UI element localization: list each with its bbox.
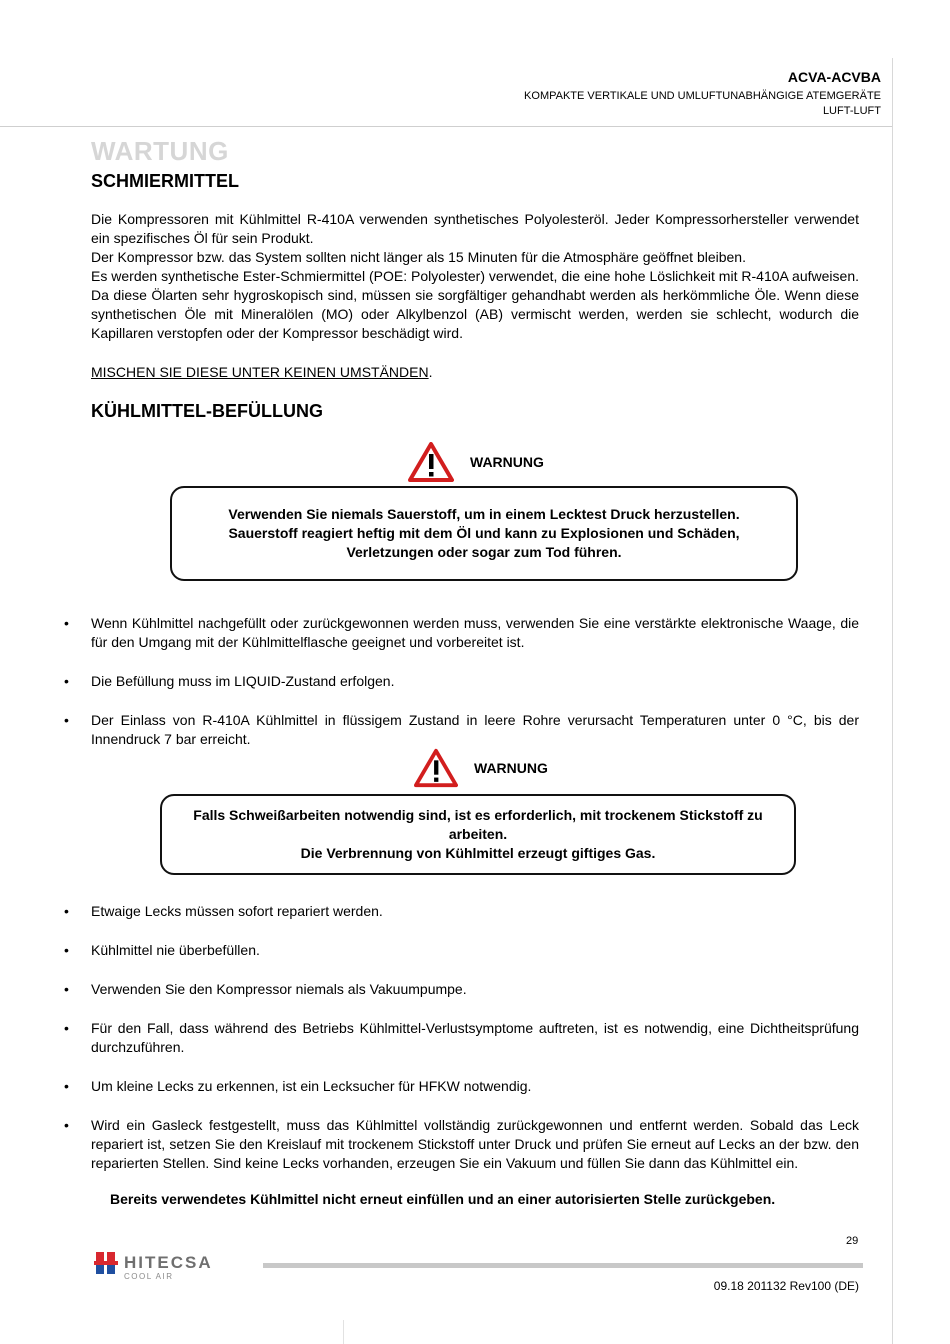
document-subtitle-2: LUFT-LUFT xyxy=(822,105,881,117)
bullet-dot-icon: • xyxy=(64,903,69,919)
header-divider xyxy=(0,126,892,127)
right-margin-line xyxy=(892,58,893,1344)
warning-triangle-icon xyxy=(414,748,458,788)
list-item: • Um kleine Lecks zu erkennen, ist ein Lecksucher für HFKW notwendig. xyxy=(64,1078,532,1094)
list-item: • Die Befüllung muss im LIQUID-Zustand erfolgen. xyxy=(64,673,395,689)
lubricant-paragraph: Es werden synthetische Ester-Schmiermittel (POE: Polyolester) verwendet, die eine hohe Löslichkeit mit R-410A aufweisen. Da diese Ölarten sehr hygroskopisch sind, müssen sie sorgfältiger gehandhabt werden als herkömmliche Öle. Wenn diese synthetischen Öle mit Mineralölen (MO) oder Alkylbenzol (AB) vermischt werden, werden sie schlecht, wodurch die Kapillaren verstopfen oder der Kompressor beschädigt wird. xyxy=(91,268,859,341)
list-item: • Für den Fall, dass während des Betriebs Kühlmittel-Verlustsymptome auftreten, ist es notwendig, eine Dichtheitsprüfung durchzuführen. xyxy=(64,1020,859,1055)
bullet-dot-icon: • xyxy=(64,712,69,728)
warning-header-2 xyxy=(414,748,548,788)
mixing-warning-text: MISCHEN SIE DIESE UNTER KEINEN UMSTÄNDEN xyxy=(91,364,429,380)
warning-header-1 xyxy=(408,442,544,482)
lubricant-heading: SCHMIERMITTEL xyxy=(91,171,239,191)
list-item: • Verwenden Sie den Kompressor niemals als Vakuumpumpe. xyxy=(64,981,467,997)
logo-tagline: COOL AIR xyxy=(124,1272,174,1281)
bullet-list-leaks xyxy=(64,902,859,1173)
revision-label: 09.18 201132 Rev100 (DE) xyxy=(713,1279,859,1293)
list-item: • Wird ein Gasleck festgestellt, muss das Kühlmittel vollständig zurückgewonnen und entfernt werden. Sobald das Leck repariert ist, setzen Sie den Kreislauf mit trockenem Stickstoff unter Druck und prüfen Sie erneut auf Lecks an der bzw. den reparierten Stellen. Sind keine Lecks vorhanden, erzeugen Sie ein Vakuum und füllen Sie dann das Kühlmittel ein. xyxy=(64,1117,859,1171)
list-item: • Der Einlass von R-410A Kühlmittel in flüssigem Zustand in leere Rohre verursacht Temperaturen unter 0 °C, bis der Innendruck 7 bar erreicht. xyxy=(64,712,859,747)
document-subtitle: KOMPAKTE VERTIKALE UND UMLUFTUNABHÄNGIGE ATEMGERÄTE xyxy=(524,90,881,102)
hitecsa-logo-icon xyxy=(94,1250,118,1276)
warning-triangle-icon xyxy=(408,442,454,482)
list-item: • Kühlmittel nie überbefüllen. xyxy=(64,942,260,958)
bullet-dot-icon: • xyxy=(64,942,69,958)
bullet-dot-icon: • xyxy=(64,673,69,689)
section-title: WARTUNG xyxy=(91,136,229,166)
bullet-dot-icon: • xyxy=(64,1078,69,1094)
bullet-dot-icon: • xyxy=(64,981,69,997)
warning-line: Falls Schweißarbeiten notwendig sind, ist es erforderlich, mit trockenem Stickstoff zu xyxy=(193,807,763,823)
warning-line: Die Verbrennung von Kühlmittel erzeugt giftiges Gas. xyxy=(300,845,656,861)
document-title: ACVA-ACVBA xyxy=(787,69,881,85)
warning-box-oxygen xyxy=(170,486,798,581)
lubricant-paragraph: Der Kompressor bzw. das System sollten nicht länger als 15 Minuten für die Atmosphäre geöffnet bleiben. xyxy=(91,249,746,265)
footer-bar xyxy=(263,1263,863,1268)
warning-line: Sauerstoff reagiert heftig mit dem Öl und kann zu Explosionen und Schäden, xyxy=(228,525,740,541)
bullet-dot-icon: • xyxy=(64,1117,69,1133)
list-item: • Wenn Kühlmittel nachgefüllt oder zurückgewonnen werden muss, verwenden Sie eine verstärkte elektronische Waage, die für den Umgang mit der Kühlmittelflasche geeignet und vorbereitet ist. xyxy=(64,615,859,650)
lubricant-paragraph: Die Kompressoren mit Kühlmittel R-410A verwenden synthetisches Polyolesteröl. Jeder Kompressorhersteller verwendet ein spezifisches Öl für sein Produkt. xyxy=(91,211,859,246)
bullet-list-charging xyxy=(64,614,859,749)
mixing-warning-period: . xyxy=(428,364,433,380)
warning-label: WARNUNG xyxy=(474,760,548,776)
warning-line: Verwenden Sie niemals Sauerstoff, um in einem Lecktest Druck herzustellen. xyxy=(228,506,740,522)
hitecsa-logo xyxy=(94,1250,213,1282)
list-item: • Etwaige Lecks müssen sofort repariert werden. xyxy=(64,903,383,919)
bullet-dot-icon: • xyxy=(64,615,69,631)
lubricant-text xyxy=(91,210,859,343)
logo-name: HITECSA xyxy=(124,1253,213,1272)
warning-box-welding xyxy=(160,794,796,875)
warning-line: arbeiten. xyxy=(448,826,508,842)
warning-label: WARNUNG xyxy=(470,454,544,470)
page-number: 29 xyxy=(846,1235,859,1247)
bullet-dot-icon: • xyxy=(64,1020,69,1036)
warning-line: Verletzungen oder sogar zum Tod führen. xyxy=(346,544,622,560)
mixing-warning xyxy=(91,363,859,382)
charging-heading: KÜHLMITTEL-BEFÜLLUNG xyxy=(91,401,323,421)
final-note: Bereits verwendetes Kühlmittel nicht erneut einfüllen und an einer autorisierten Stelle zurückgeben. xyxy=(110,1191,776,1207)
bottom-divider xyxy=(343,1320,344,1344)
